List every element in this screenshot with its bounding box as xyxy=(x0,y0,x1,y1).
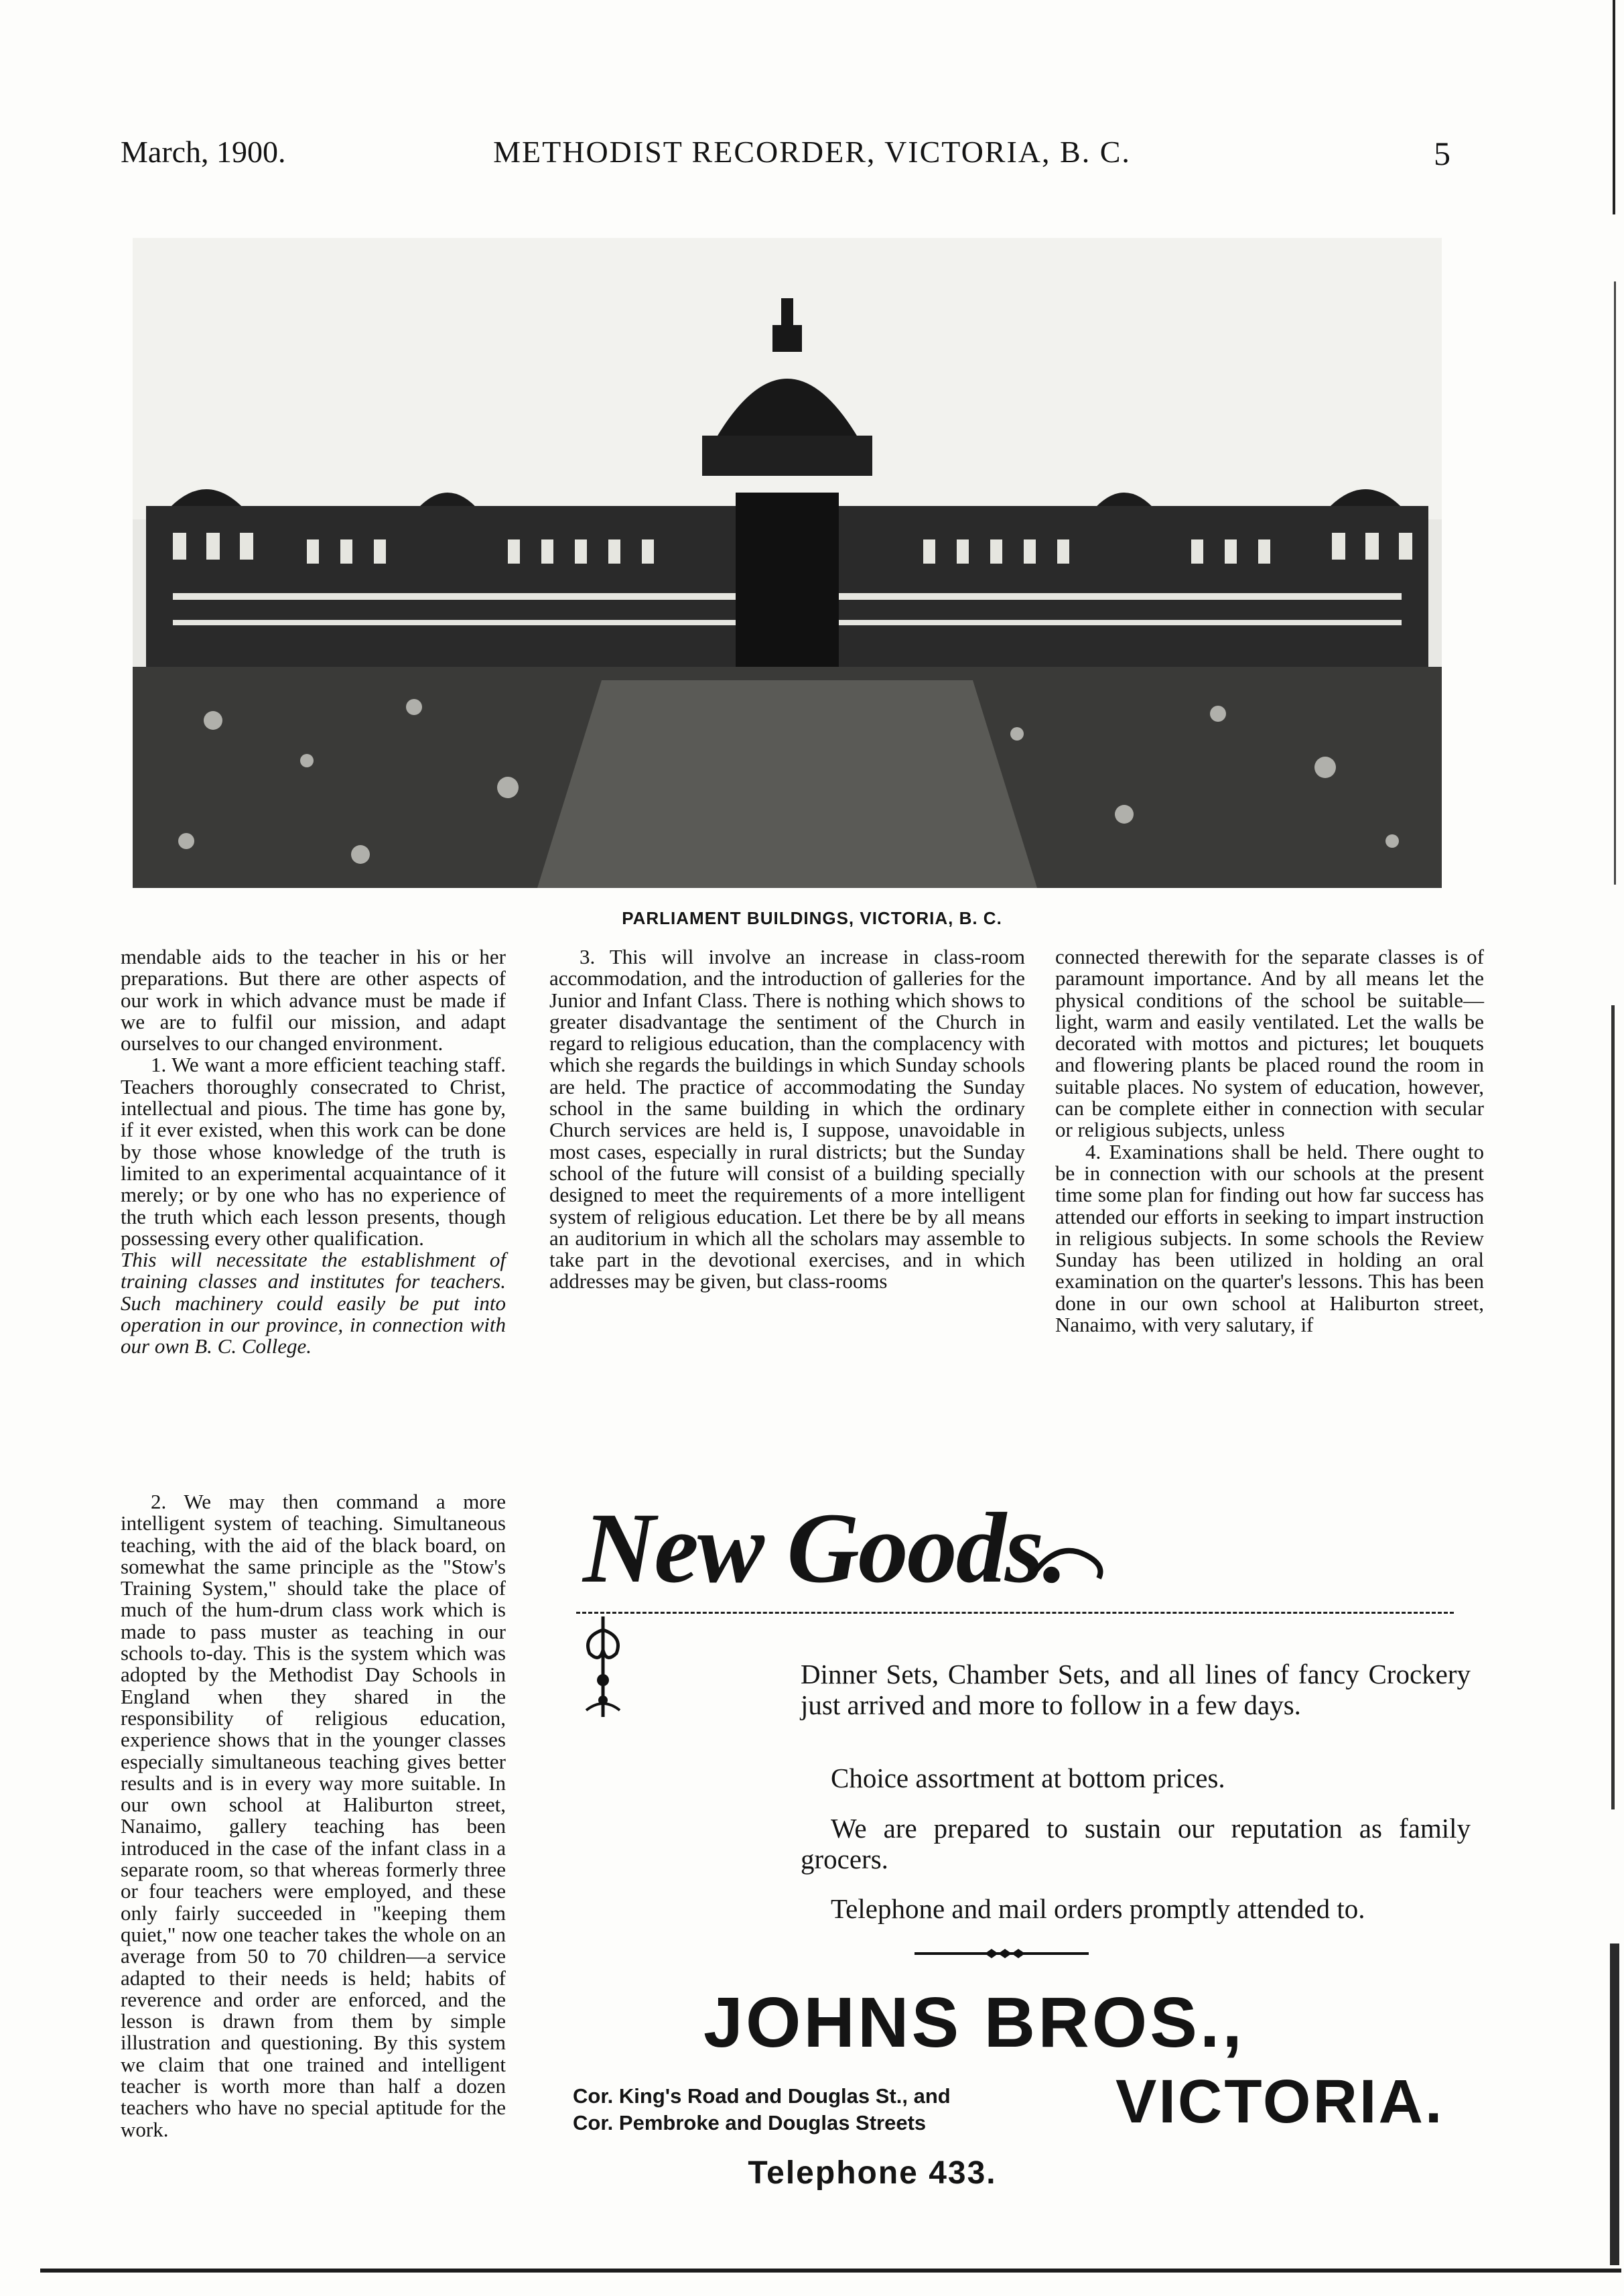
header-date: March, 1900. xyxy=(121,135,286,169)
parliament-buildings-illustration-icon xyxy=(133,238,1442,888)
paragraph xyxy=(121,1249,506,1357)
company-name: JOHNS BROS., xyxy=(703,1983,1245,2062)
article-column-1-continued xyxy=(121,1491,506,2141)
bottom-rule xyxy=(40,2269,1621,2273)
article-column-1 xyxy=(121,946,506,1358)
ad-paragraph: Telephone and mail orders promptly attended to. xyxy=(831,1893,1365,1924)
ad-title: New Goods. xyxy=(583,1492,1067,1604)
ad-paragraph: We are prepared to sustain our reputation as family grocers. xyxy=(801,1813,1471,1874)
paragraph: 3. This will involve an increase in class-room accommodation, and the introduction of galleries for the Junior and Infant Class. There is nothing which shows to greater disadvantage the sentiment of the Church in regard to religious education, than the complacency with which she regards the buildings in which Sunday schools are held. The practice of accommodating the Sunday school in the same building in which the ordinary Church services are held is, I suppose, unavoidable in most cases, especially in rural districts; but the Sunday school of the future will consist of a building specially designed to meet the requirements of a more intelligent system of religious education. Let there be by all means an auditorium in which all the scholars may assemble to take part in the devotional exercises, and in which addresses may be given, but class-rooms xyxy=(549,945,1025,1293)
address-line-2: Cor. Pembroke and Douglas Streets xyxy=(573,2111,927,2134)
ad-divider-rule xyxy=(576,1612,1454,1616)
ad-paragraph: Choice assortment at bottom prices. xyxy=(831,1763,1225,1793)
page-edge-scan-artifact xyxy=(1605,0,1624,2293)
ad-paragraph: Dinner Sets, Chamber Sets, and all lines of fancy Crockery just arrived and more to follow in a few days. xyxy=(801,1659,1471,1720)
city-name: VICTORIA. xyxy=(1115,2067,1444,2136)
publication-title: METHODIST RECORDER, VICTORIA, B. C. xyxy=(493,135,1131,169)
article-column-3 xyxy=(1055,946,1484,1336)
parliament-buildings-photo xyxy=(133,238,1442,888)
address-line-1: Cor. King's Road and Douglas St., and xyxy=(573,2084,951,2108)
italic-text: This will necessitate the establishment of training classes and institutes for teachers. Such machinery could easily be put into operation in our province, in connection with our own B. C. College. xyxy=(121,1248,506,1358)
page-number: 5 xyxy=(1434,135,1450,172)
article-column-2 xyxy=(549,946,1025,1293)
ornamental-divider-icon xyxy=(915,1947,1089,1964)
telephone-number: Telephone 433. xyxy=(748,2155,997,2191)
swash-icon xyxy=(1032,1541,1112,1585)
photo-caption: PARLIAMENT BUILDINGS, VICTORIA, B. C. xyxy=(622,908,1002,928)
paragraph: 2. We may then command a more intelligent system of teaching. Simultaneous teaching, with the aid of the black board, on somewhat the same principle as the "Stow's Training System," should take the place of much of the hum-drum class work which is made to pass muster as teaching in our schools to-day. This is the system which was adopted by the Methodist Day Schools in England when they shared in the responsibility of religious education, experience shows that in the younger classes especially simultaneous teaching gives better results and is in every way more suitable. In our own school at Haliburton street, Nanaimo, gallery teaching has been introduced in the case of the infant class in a separate room, so that whereas formerly three or four teachers were employed, and these only fairly succeeded in "keeping them quiet," now one teacher takes the whole on an average from 50 to 70 children—a service adapted to their needs is held; habits of reverence and order are enforced, and the lesson is drawn from them by simple illustration and questioning. By this system we claim that one trained and intelligent teacher is worth more than half a dozen teachers who have no special aptitude for the work. xyxy=(121,1490,506,2141)
paragraph: 1. We want a more efficient teaching staff. Teachers thoroughly consecrated to Christ, intellectual and pious. The time has gone by, if it ever existed, when this work can be done by those whose knowledge of the truth is limited to an experimental acquaintance of it merely; or by one who has no experience of the truth which each lesson presents, though possessing every other qualification. xyxy=(121,1053,506,1250)
paragraph: connected therewith for the separate classes is of paramount importance. And by all means let the physical conditions of the school be suitable—light, warm and easily ventilated. Let the walls be decorated with mottos and pictures; let bouquets and flowering plants be placed round the room in suitable places. No system of education, however, can be complete either in connection with secular or religious subjects, unless xyxy=(1055,945,1484,1142)
paragraph: 4. Examinations shall be held. There ought to be in connection with our schools at the present time some plan for finding out how far success has attended our efforts in seeking to impart instruction in religious subjects. In some schools the Review Sunday has been utilized in holding an oral examination on the quarter's lessons. This has been done in our own school at Haliburton street, Nanaimo, with very salutary, if xyxy=(1055,1139,1484,1337)
paragraph: mendable aids to the teacher in his or her preparations. But there are other aspects of our work in which advance must be made if we are to fulfil our mission, and adapt ourselves to our changed environment. xyxy=(121,945,506,1056)
ornament-icon xyxy=(576,1616,630,1720)
